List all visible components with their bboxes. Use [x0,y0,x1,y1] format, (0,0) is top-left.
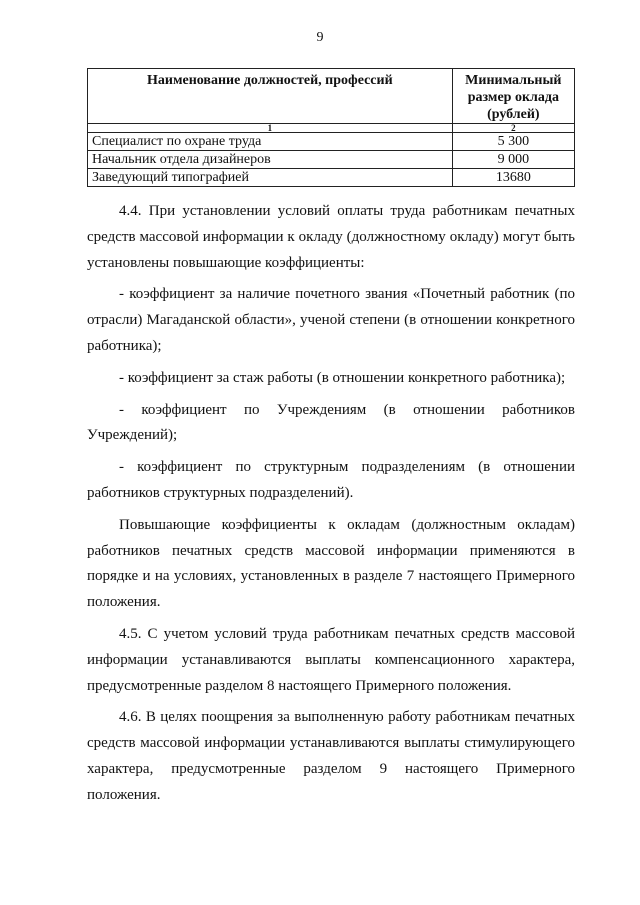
page-number: 9 [316,30,324,45]
header-min-salary: Минимальный размер оклада (рублей) [452,69,574,124]
paragraph-4-5: 4.5. С учетом условий труда работникам печатных средств массовой информации устанавливаются выплаты компенсационного характера, предусмотренные разделом 8 настоящего Примерного положения. [87,625,575,694]
table-index-row [88,124,575,133]
paragraph-4-4: 4.4. При установлении условий оплаты труда работникам печатных средств массовой информации к окладу (должностному окладу) могут быть установлены повышающие коэффициенты: [87,203,575,271]
index-cell: 1 [88,124,453,133]
list-item-experience-coefficient: - коэффициент за стаж работы (в отношении конкретного работника); [119,369,566,386]
list-item-division-coefficient: - коэффициент по структурным подразделениям (в отношении работников структурных подразделений). [87,459,575,501]
header-position-name: Наименование должностей, профессий [88,69,453,124]
table-row [88,133,575,151]
salary-cell: 9 000 [452,151,574,169]
table-header-row [88,69,575,124]
paragraph-coefficients-application: Повышающие коэффициенты к окладам (должностным окладам) работников печатных средств массовой информации применяются в порядке и на условиях, установленных в разделе 7 настоящего Примерного положения. [87,516,575,611]
document-body [87,199,575,815]
paragraph-4-6: 4.6. В целях поощрения за выполненную работу работникам печатных средств массовой информации устанавливаются выплаты стимулирующего характера, предусмотренные разделом 9 настоящего Примерного положения. [87,709,575,803]
index-cell: 2 [452,124,574,133]
salary-cell: 13680 [452,169,574,187]
list-item-institution-coefficient: - коэффициент по Учреждениям (в отношении работников Учреждений); [87,401,575,444]
position-cell: Начальник отдела дизайнеров [88,151,453,169]
table-row [88,169,575,187]
salary-table [87,68,575,187]
table-row [88,151,575,169]
position-cell: Специалист по охране труда [88,133,453,151]
position-cell: Заведующий типографией [88,169,453,187]
list-item-title-coefficient: - коэффициент за наличие почетного звания «Почетный работник (по отрасли) Магаданской области», ученой степени (в отношении конкретного работника); [87,286,575,354]
salary-cell: 5 300 [452,133,574,151]
